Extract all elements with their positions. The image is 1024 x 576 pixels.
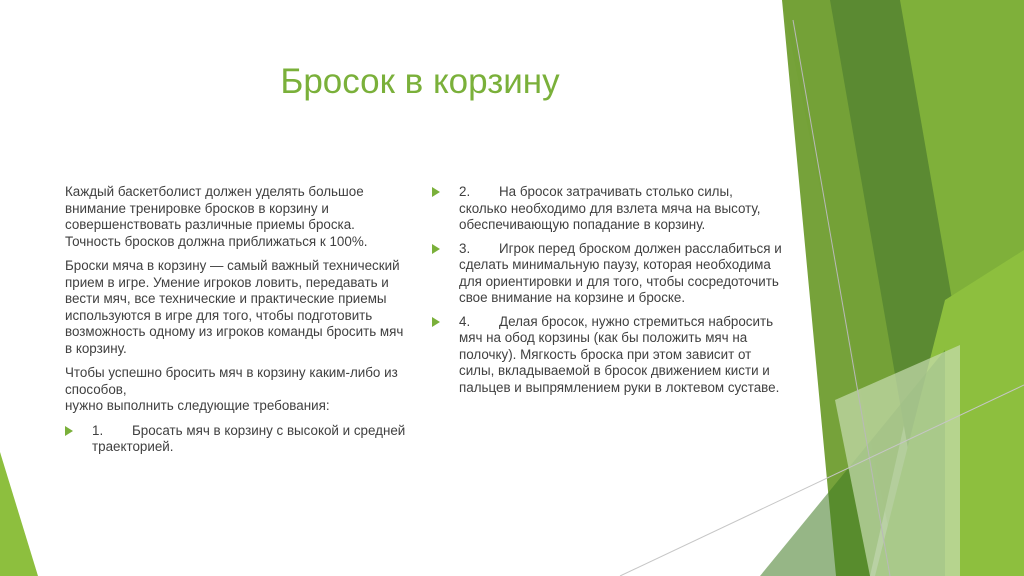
list-item-number: 4. <box>459 313 471 329</box>
triangle-right-icon <box>432 187 440 197</box>
list-item <box>432 314 782 397</box>
bottom-left-accent-shape <box>0 452 38 576</box>
right-text-column <box>432 184 782 403</box>
list-item-text: Игрок перед броском должен расслабиться и сделать минимальную паузу, которая необходима для ориентировки и для того, чтобы сосредоточить свое внимание на корзине и броске. <box>459 240 782 305</box>
paragraph-requirements-lead: Чтобы успешно бросить мяч в корзину каким-либо из способов, <box>65 365 398 397</box>
triangle-right-icon <box>432 317 440 327</box>
list-item <box>432 184 782 234</box>
list-item-number: 2. <box>459 184 471 199</box>
list-item-text: На бросок затрачивать столько силы, сколько необходимо для взлета мяча на высоту, обеспечивающую попадание в корзину. <box>459 184 761 232</box>
paragraph-intro: Каждый баскетболист должен уделять большое внимание тренировке бросков в корзину и совершенствовать различные приемы броска. Точность бросков должна приближаться к 100%. <box>65 184 368 249</box>
list-item-number: 3. <box>459 240 471 256</box>
slide-title: Бросок в корзину <box>280 62 560 101</box>
left-text-column <box>65 184 410 463</box>
list-item-text: Бросать мяч в корзину с высокой и средней траекторией. <box>92 422 406 454</box>
list-item-number: 1. <box>92 422 104 438</box>
paragraph-requirements-lead-2: нужно выполнить следующие требования: <box>65 398 330 413</box>
list-item <box>65 423 410 456</box>
triangle-right-icon <box>65 426 73 436</box>
list-item <box>432 241 782 307</box>
list-item-text: Делая бросок, нужно стремиться набросить мяч на обод корзины (как бы положить мяч на полочку). Мягкость броска при этом зависит от силы, вкладываемой в бросок движением кисти и пальцев и выпрямлением руки в локтевом суставе. <box>459 313 780 395</box>
triangle-right-icon <box>432 244 440 254</box>
paragraph-importance: Броски мяча в корзину — самый важный технический прием в игре. Умение игроков ловить, передавать и вести мяч, все технические и практические приемы используются в игре для того, чтобы подготовить возможность одному из игроков команды бросить мяч в корзину. <box>65 258 404 356</box>
